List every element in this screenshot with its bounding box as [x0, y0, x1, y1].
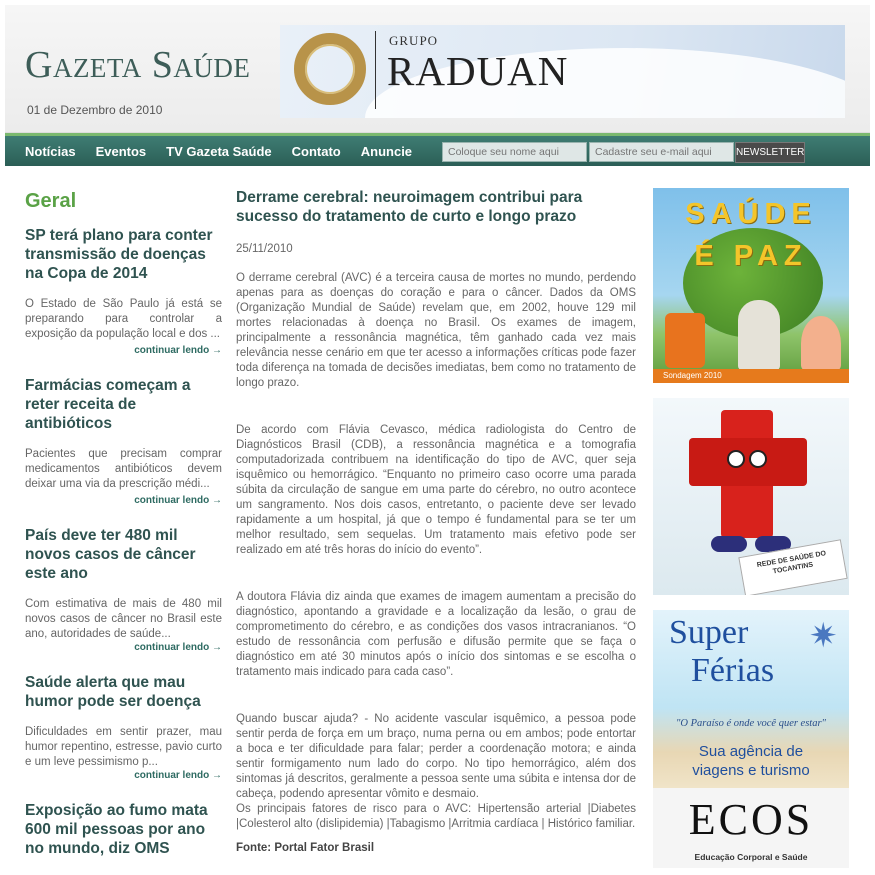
nav-item-anuncie[interactable]: Anuncie	[360, 144, 413, 159]
nav-item-contato[interactable]: Contato	[291, 144, 341, 159]
news-item	[25, 673, 222, 781]
ad-headline-line2: É PAZ	[694, 240, 808, 272]
read-more-link[interactable]: continuar lendo →	[134, 770, 222, 781]
red-cross-mascot-arms	[689, 438, 807, 486]
super-ferias-panel	[653, 610, 849, 788]
article-paragraph: A doutora Flávia diz ainda que exames de imagem aumentam a precisão do diagnóstico, apontando a gravidade e a localização da lesão, o grau de comprometimento do cérebro, e as condições dos vasos intracranianos. “O estudo de ressonância com perfusão e difusão permite que se faça o diagnóstico em até 30 minutos após o início dos sintomas e se escolha o tratamento mais indicado para cada caso”.	[236, 591, 636, 678]
ad-ferias-text: Férias	[691, 652, 775, 689]
ad-footer-label: Sondagem 2010	[653, 369, 849, 383]
news-item	[25, 526, 222, 653]
news-excerpt: Pacientes que precisam comprar medicamentos antibióticos devem deixar uma via da prescrição médi...	[25, 448, 222, 490]
star-icon: ✷	[809, 617, 838, 655]
banner-company-name: RADUAN	[387, 48, 569, 94]
left-news-column	[25, 190, 222, 875]
read-more-link[interactable]: continuar lendo →	[134, 495, 222, 506]
mascot-eye-icon	[749, 450, 767, 468]
super-ferias-ecos-ad[interactable]	[653, 610, 849, 868]
news-title[interactable]: Exposição ao fumo mata 600 mil pessoas por ano no mundo, diz OMS	[25, 802, 208, 857]
nav-item-tv-gazeta-saude[interactable]: TV Gazeta Saúde	[166, 144, 272, 159]
ad-headline-line1: SAÚDE	[685, 198, 817, 230]
boy-figure	[738, 300, 780, 370]
rede-saude-tocantins-ad[interactable]	[653, 398, 849, 595]
main-article	[236, 188, 636, 854]
article-paragraph: Quando buscar ajuda? - No acidente vascular isquêmico, a pessoa pode sentir perda de força em um braço, numa perna ou em ambos; pode entortar a boca e ter dificuldade para falar; perder a coordenação motora; e ainda sentir formigamento num lado do corpo. No tipo hemorrágico, além dos sintomas já descritos, geralmente a pessoa sente uma súbita e intensa dor de cabeça, podendo apresentar vômito e desmaio.	[236, 713, 636, 800]
ad-super-text: Super	[669, 614, 749, 651]
article-paragraph: O derrame cerebral (AVC) é a terceira causa de mortes no mundo, perdendo apenas para as doenças do coração e para o câncer. Dados da OMS (Organização Mundial de Saúde) revelam que, em 2002, houve 129 mil mortes relacionadas à doença no Brasil. Os exames de imagem, principalmente a ressonância magnética, têm ganhado cada vez mais relevância nesse cenário em que ter acesso a informações críticas pode fazer toda diferença na tomada de decisões imediatas, bem como no tratamento de longo prazo.	[236, 272, 636, 389]
site-logo[interactable]: Gazeta Saúde	[25, 44, 251, 86]
ad-agency-line1: Sua agência de	[698, 743, 804, 760]
banner-divider	[375, 31, 376, 109]
mascot-sign: REDE DE SAÚDE DO TOCANTINS	[738, 539, 847, 595]
news-title[interactable]: Saúde alerta que mau humor pode ser doença	[25, 674, 201, 710]
raduan-banner-ad[interactable]	[280, 25, 845, 118]
news-excerpt: Dificuldades em sentir prazer, mau humor repentino, estresse, pavio curto e um leve pessimismo p...	[25, 726, 222, 768]
news-excerpt: Com estimativa de mais de 480 mil novos casos de câncer no Brasil este ano, autoridades de saúde...	[25, 598, 222, 640]
news-item	[25, 801, 222, 858]
ad-slogan: "O Paraíso é onde você quer estar"	[676, 718, 826, 729]
news-excerpt: O Estado de São Paulo já está se preparando para controlar a exposição da população local e dos ...	[25, 298, 222, 340]
read-more-link[interactable]: continuar lendo →	[134, 345, 222, 356]
article-paragraph: Os principais fatores de risco para o AVC: Hipertensão arterial |Diabetes |Colesterol alto (dislipidemia) |Tabagismo |Arritmia cardíaca | Histórico familiar.	[236, 803, 636, 830]
banner-grupo-label: GRUPO	[389, 33, 439, 48]
article-source: Fonte: Portal Fator Brasil	[236, 842, 375, 854]
mascot-eye-icon	[727, 450, 745, 468]
nav-links	[25, 144, 412, 159]
site-header	[5, 5, 870, 133]
news-title[interactable]: País deve ter 480 mil novos casos de câncer este ano	[25, 527, 196, 582]
nav-item-eventos[interactable]: Eventos	[95, 144, 147, 159]
nav-item-noticias[interactable]: Notícias	[25, 144, 76, 159]
news-item	[25, 226, 222, 356]
newsletter-email-input[interactable]	[589, 142, 734, 162]
newsletter-name-input[interactable]	[442, 142, 587, 162]
mascot-shoe-icon	[711, 536, 747, 552]
ecos-subtitle: Educação Corporal e Saúde	[694, 852, 808, 862]
section-title: Geral	[25, 190, 77, 212]
newsletter-button[interactable]: NEWSLETTER	[735, 142, 805, 163]
ecos-logo: ECOS	[688, 795, 814, 844]
news-title[interactable]: SP terá plano para conter transmissão de doenças na Copa de 2014	[25, 227, 213, 282]
emblem-icon	[665, 313, 705, 368]
saude-e-paz-ad[interactable]	[653, 188, 849, 383]
girl-figure	[801, 316, 841, 371]
read-more-link[interactable]: continuar lendo →	[134, 642, 222, 653]
current-date: 01 de Dezembro de 2010	[27, 103, 163, 117]
news-title[interactable]: Farmácias começam a reter receita de antibióticos	[25, 377, 191, 432]
ad-agency-line2: viagens e turismo	[692, 762, 810, 779]
news-item	[25, 376, 222, 506]
main-nav	[5, 133, 870, 166]
raduan-ring-logo	[294, 33, 366, 105]
article-date: 25/11/2010	[236, 243, 293, 255]
article-paragraph: De acordo com Flávia Cevasco, médica radiologista do Centro de Diagnósticos Brasil (CDB), a ressonância magnética e a tomografia computadorizada contribuem na identificação do tipo de AVC, quer seja isquêmico ou hemorrágico. “Enquanto no primeiro caso ocorre uma parada súbita da circulação de sangue em uma parte do cérebro, no outro acontece um sangramento. Nos dois casos, entretanto, o paciente deve ser levado rapidamente a um hospital, já que o tempo é fundamental para se ter um melhor resultado, sem sequelas. Um tratamento mais efetivo pode ser realizado em até três horas do início do evento”.	[236, 424, 636, 556]
ecos-panel	[653, 788, 849, 868]
article-title: Derrame cerebral: neuroimagem contribui para sucesso do tratamento de curto e longo prazo	[236, 189, 583, 225]
